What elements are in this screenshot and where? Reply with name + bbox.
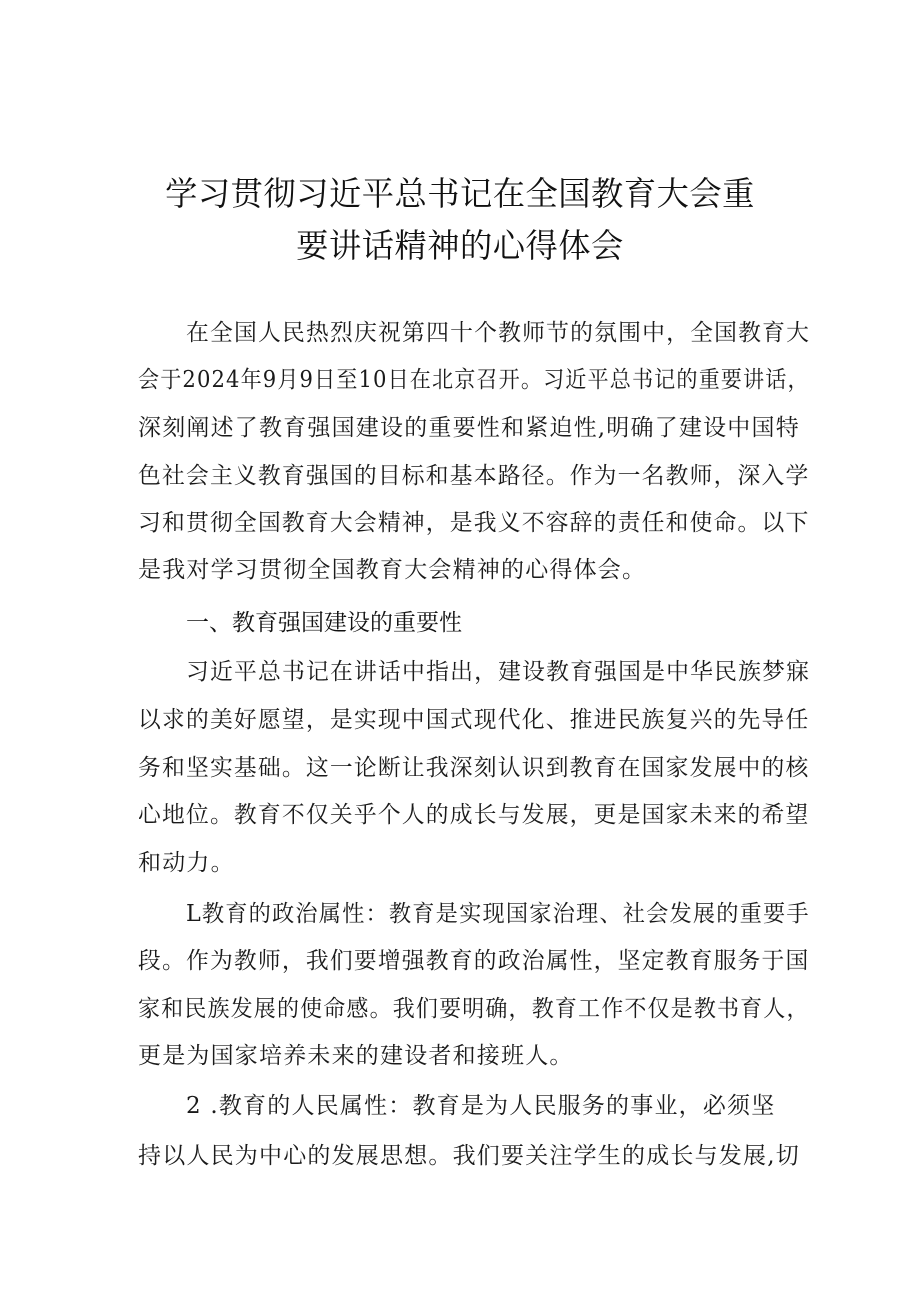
paragraph-line: 以求的美好愿望，是实现中国式现代化、推进民族复兴的先导任: [138, 707, 810, 733]
section-heading: 一、教育强国建设的重要性: [186, 610, 462, 636]
paragraph-line: 会于2024年9月9日至10日在北京召开。习近平总书记的重要讲话，: [138, 367, 810, 393]
paragraph-line: 在全国人民热烈庆祝第四十个教师节的氛围中，全国教育大: [186, 320, 811, 346]
paragraph-line: 更是为国家培养未来的建设者和接班人。: [138, 1043, 574, 1069]
paragraph-line: 务和坚实基础。这一论断让我深刻认识到教育在国家发展中的核: [138, 755, 810, 781]
paragraph-line: 家和民族发展的使命感。我们要明确，教育工作不仅是教书育人，: [138, 996, 810, 1022]
paragraph-line: 段。作为教师，我们要增强教育的政治属性，坚定教育服务于国: [138, 948, 810, 974]
paragraph-line: 是我对学习贯彻全国教育大会精神的心得体会。: [138, 557, 647, 583]
paragraph-line: 习和贯彻全国教育大会精神，是我义不容辞的责任和使命。以下: [138, 510, 810, 536]
paragraph-line: 心地位。教育不仅关乎个人的成长与发展，更是国家未来的希望: [138, 802, 810, 828]
document-title-line-1: 学习贯彻习近平总书记在全国教育大会重: [165, 174, 755, 213]
document-title-line-2: 要讲话精神的心得体会: [296, 226, 624, 265]
paragraph-line: 习近平总书记在讲话中指出，建设教育强国是中华民族梦寐: [186, 659, 811, 685]
paragraph-line: L教育的政治属性：教育是实现国家治理、社会发展的重要手: [186, 901, 810, 927]
paragraph-line: 色社会主义教育强国的目标和基本路径。作为一名教师，深入学: [138, 463, 810, 489]
paragraph-line: 持以人民为中心的发展思想。我们要关注学生的成长与发展,切: [138, 1143, 800, 1169]
paragraph-line: 2 .教育的人民属性：教育是为人民服务的事业，必须坚: [186, 1093, 776, 1119]
paragraph-line: 深刻阐述了教育强国建设的重要性和紧迫性,明确了建设中国特: [138, 415, 800, 441]
paragraph-line: 和动力。: [138, 850, 235, 876]
